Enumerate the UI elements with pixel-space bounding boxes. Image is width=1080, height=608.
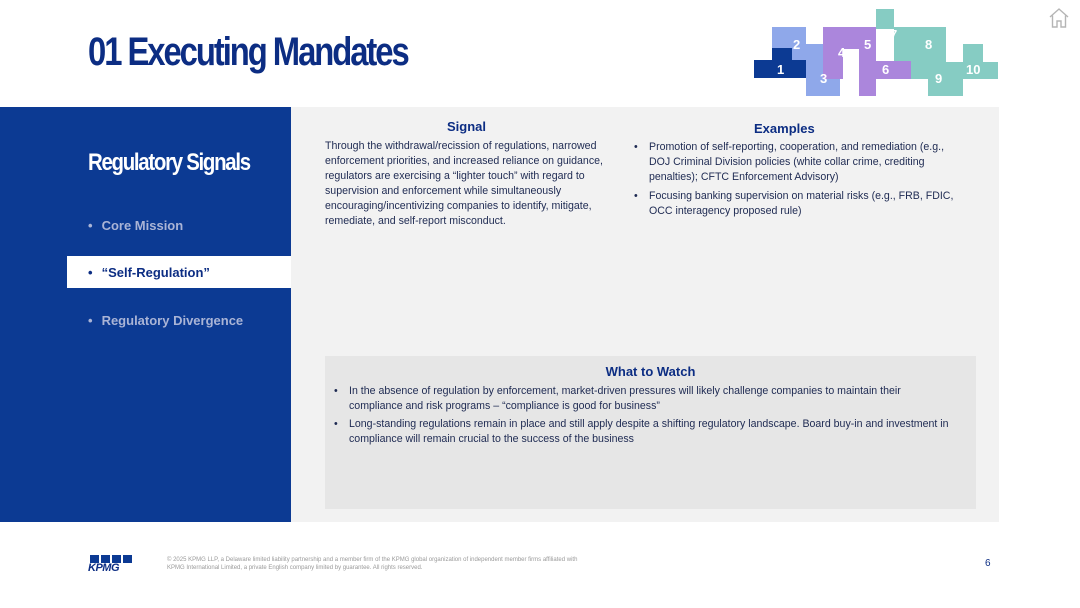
bullet-icon: • xyxy=(88,312,93,328)
list-item: • Long-standing regulations remain in place and still apply despite a shifting regulatory landscape. Board buy-in and investment in compliance will remain crucial to the success of the business xyxy=(334,417,954,447)
footer-copyright: © 2025 KPMG LLP, a Delaware limited liability partnership and a member firm of the KPMG global organization of independent member firms affiliated with KPMG International Limited, a private English company limited by guarantee. All rights reserved. xyxy=(167,557,578,571)
home-icon[interactable] xyxy=(1047,6,1071,30)
sidebar-item-label: Regulatory Divergence xyxy=(101,312,244,328)
puzzle-label-2: 2 xyxy=(793,37,801,52)
sidebar-item-label: Core Mission xyxy=(101,217,184,233)
bullet-icon: • xyxy=(88,264,93,280)
puzzle-label-7: 7 xyxy=(890,27,898,42)
examples-heading: Examples xyxy=(754,121,815,136)
signal-heading: Signal xyxy=(447,119,487,134)
list-item: • Focusing banking supervision on material risks (e.g., FRB, FDIC, OCC interagency proposed rule) xyxy=(634,189,954,219)
puzzle-label-8: 8 xyxy=(925,37,933,52)
mandates-puzzle-graphic xyxy=(753,8,1003,98)
what-to-watch-box xyxy=(325,356,976,509)
list-item: • Promotion of self-reporting, cooperation, and remediation (e.g., DOJ Criminal Division policies (white collar crime, crediting penalties); CFTC Enforcement Advisory) xyxy=(634,140,954,185)
puzzle-label-9: 9 xyxy=(935,71,943,86)
puzzle-label-1: 1 xyxy=(777,62,785,77)
what-to-watch-heading: What to Watch xyxy=(605,364,696,379)
sidebar xyxy=(0,107,291,522)
puzzle-label-6: 6 xyxy=(882,62,890,77)
puzzle-label-4: 4 xyxy=(838,45,846,60)
bullet-icon: • xyxy=(88,217,93,233)
sidebar-item-label: “Self-Regulation” xyxy=(101,264,210,280)
kpmg-logo-text: KPMG xyxy=(88,562,119,574)
content-panel xyxy=(291,107,999,522)
what-to-watch-list xyxy=(334,384,954,450)
puzzle-label-3: 3 xyxy=(820,71,828,86)
examples-list xyxy=(634,140,954,223)
sidebar-item-core-mission[interactable] xyxy=(67,209,291,241)
list-item: • In the absence of regulation by enforcement, market-driven pressures will likely challenge companies to maintain their compliance and risk programs – “compliance is good for business” xyxy=(334,384,954,414)
sidebar-heading: Regulatory Signals xyxy=(88,149,250,176)
page-number: 6 xyxy=(985,558,991,569)
sidebar-item-self-regulation[interactable] xyxy=(67,256,291,288)
sidebar-item-regulatory-divergence[interactable] xyxy=(67,304,291,336)
puzzle-label-10: 10 xyxy=(966,62,981,77)
page-title: 01 Executing Mandates xyxy=(88,30,408,74)
puzzle-label-5: 5 xyxy=(864,37,872,52)
signal-text: Through the withdrawal/recission of regulations, narrowed enforcement priorities, and increased reliance on guidance, regulators are exercising a “lighter touch” with regard to supervision and enforcement while simultaneously encouraging/incentivizing companies to identify, mitigate, remediate, and self-report misconduct. xyxy=(325,140,603,227)
